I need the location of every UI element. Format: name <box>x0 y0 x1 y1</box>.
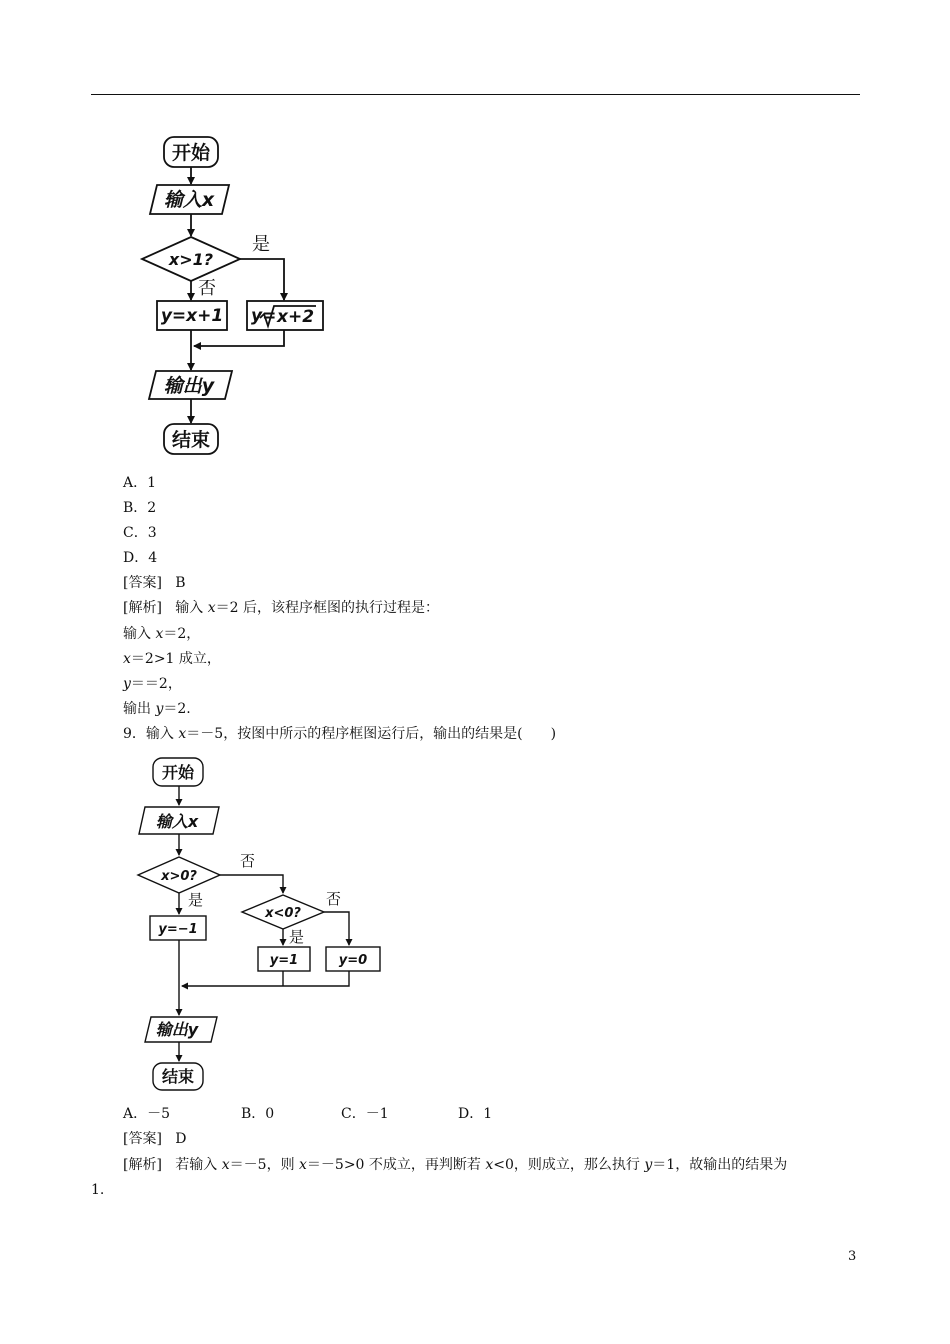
q9-option-a: A．－5 <box>123 1106 171 1122</box>
q8-l3-text: ＝2>1 成立， <box>130 651 221 667</box>
q8-analysis-text-2: ＝2 后，该程序框图的执行过程是： <box>215 600 440 616</box>
fc1-no-label: 否 <box>198 278 216 299</box>
q9-stem-text-2: ＝－5，按图中所示的程序框图运行后，输出的结果是( ) <box>186 726 557 742</box>
fc2-box3-label: y=0 <box>338 953 368 968</box>
q8-l4-var: y <box>123 676 131 692</box>
q9-a9: ＝1，故输出的结果为 <box>652 1157 788 1173</box>
q8-l5-text: 输出 <box>123 701 156 717</box>
fc2-start-label: 开始 <box>161 763 195 782</box>
q8-answer-value: B <box>175 575 186 591</box>
q9-option-c: C．－1 <box>341 1106 389 1122</box>
q8-l5-var: y <box>155 701 164 717</box>
q9-a8: y <box>644 1157 653 1173</box>
q9-a6: x <box>485 1157 494 1173</box>
fc2-no-label-1: 否 <box>240 852 256 870</box>
q9-a1: 若输入 <box>175 1157 222 1173</box>
fc1-box-no-label: y=x+1 <box>160 306 224 326</box>
q9-answer-value: D <box>175 1131 187 1147</box>
q8-l5-text-2: ＝2. <box>163 701 191 717</box>
q8-l2-var: x <box>155 626 164 642</box>
fc2-output-label: 输出y <box>155 1020 199 1039</box>
fc2-no-label-2: 否 <box>326 890 342 908</box>
fc2-box2-label: y=1 <box>269 953 299 968</box>
q8-option-d: D．4 <box>123 550 158 566</box>
q9-option-d: D．1 <box>458 1106 493 1122</box>
page-number: 3 <box>848 1249 857 1264</box>
q9-a4: x <box>299 1157 307 1173</box>
q8-analysis-text: 输入 <box>175 600 208 616</box>
fc2-box1-label: y=−1 <box>158 922 198 937</box>
fc1-condition-label: x>1? <box>168 250 214 269</box>
q9-options <box>123 1105 492 1123</box>
q8-l3-var: x <box>123 651 131 667</box>
q8-l2-text-2: ＝2， <box>163 626 201 642</box>
fc2-yes-label-1: 是 <box>188 891 204 909</box>
fc1-output-label: 输出y <box>163 375 215 397</box>
q9-analysis-line-2: 1. <box>91 1182 105 1198</box>
fc1-yes-label: 是 <box>252 234 270 255</box>
q8-l4-text: ＝＝2， <box>130 676 182 692</box>
q9-stem-text: 输入 <box>145 726 179 742</box>
fc1-end-label: 结束 <box>171 429 211 451</box>
fc2-cond2-label: x<0? <box>265 906 301 921</box>
q9-answer-label: [答案] <box>123 1131 162 1147</box>
q8-option-a: A．1 <box>123 475 157 491</box>
q9-stem-var: x <box>178 726 187 742</box>
fc2-yes-label-2: 是 <box>289 928 305 946</box>
fc1-box-yes-radicand: x+2 <box>277 307 315 327</box>
q8-l2-text: 输入 <box>123 626 156 642</box>
q8-analysis-var: x <box>207 600 216 616</box>
q8-answer-label: [答案] <box>123 575 162 591</box>
q9-a5: ＝－5>0 不成立，再判断若 <box>306 1157 486 1173</box>
q9-a3: ＝－5，则 <box>229 1157 300 1173</box>
fc1-box-yes-y: y= <box>251 306 277 326</box>
q9-answer <box>123 1130 187 1148</box>
fc2-end-label: 结束 <box>161 1067 195 1086</box>
q9-analysis-line-1 <box>123 1156 787 1174</box>
q8-option-c: C．3 <box>123 525 157 541</box>
fc1-start-label: 开始 <box>171 142 211 164</box>
fc1-input-label: 输入x <box>163 189 215 211</box>
fc2-cond1-label: x>0? <box>161 869 197 884</box>
q9-option-b: B．0 <box>241 1106 275 1122</box>
q9-number: 9． <box>123 726 146 742</box>
q8-option-b: B．2 <box>123 500 157 516</box>
q9-a7: <0，则成立，那么执行 <box>493 1157 645 1173</box>
q8-analysis-label: [解析] <box>123 600 162 616</box>
q9-a2: x <box>221 1157 230 1173</box>
q9-analysis-label: [解析] <box>123 1157 162 1173</box>
fc2-input-label: 输入x <box>155 812 199 831</box>
